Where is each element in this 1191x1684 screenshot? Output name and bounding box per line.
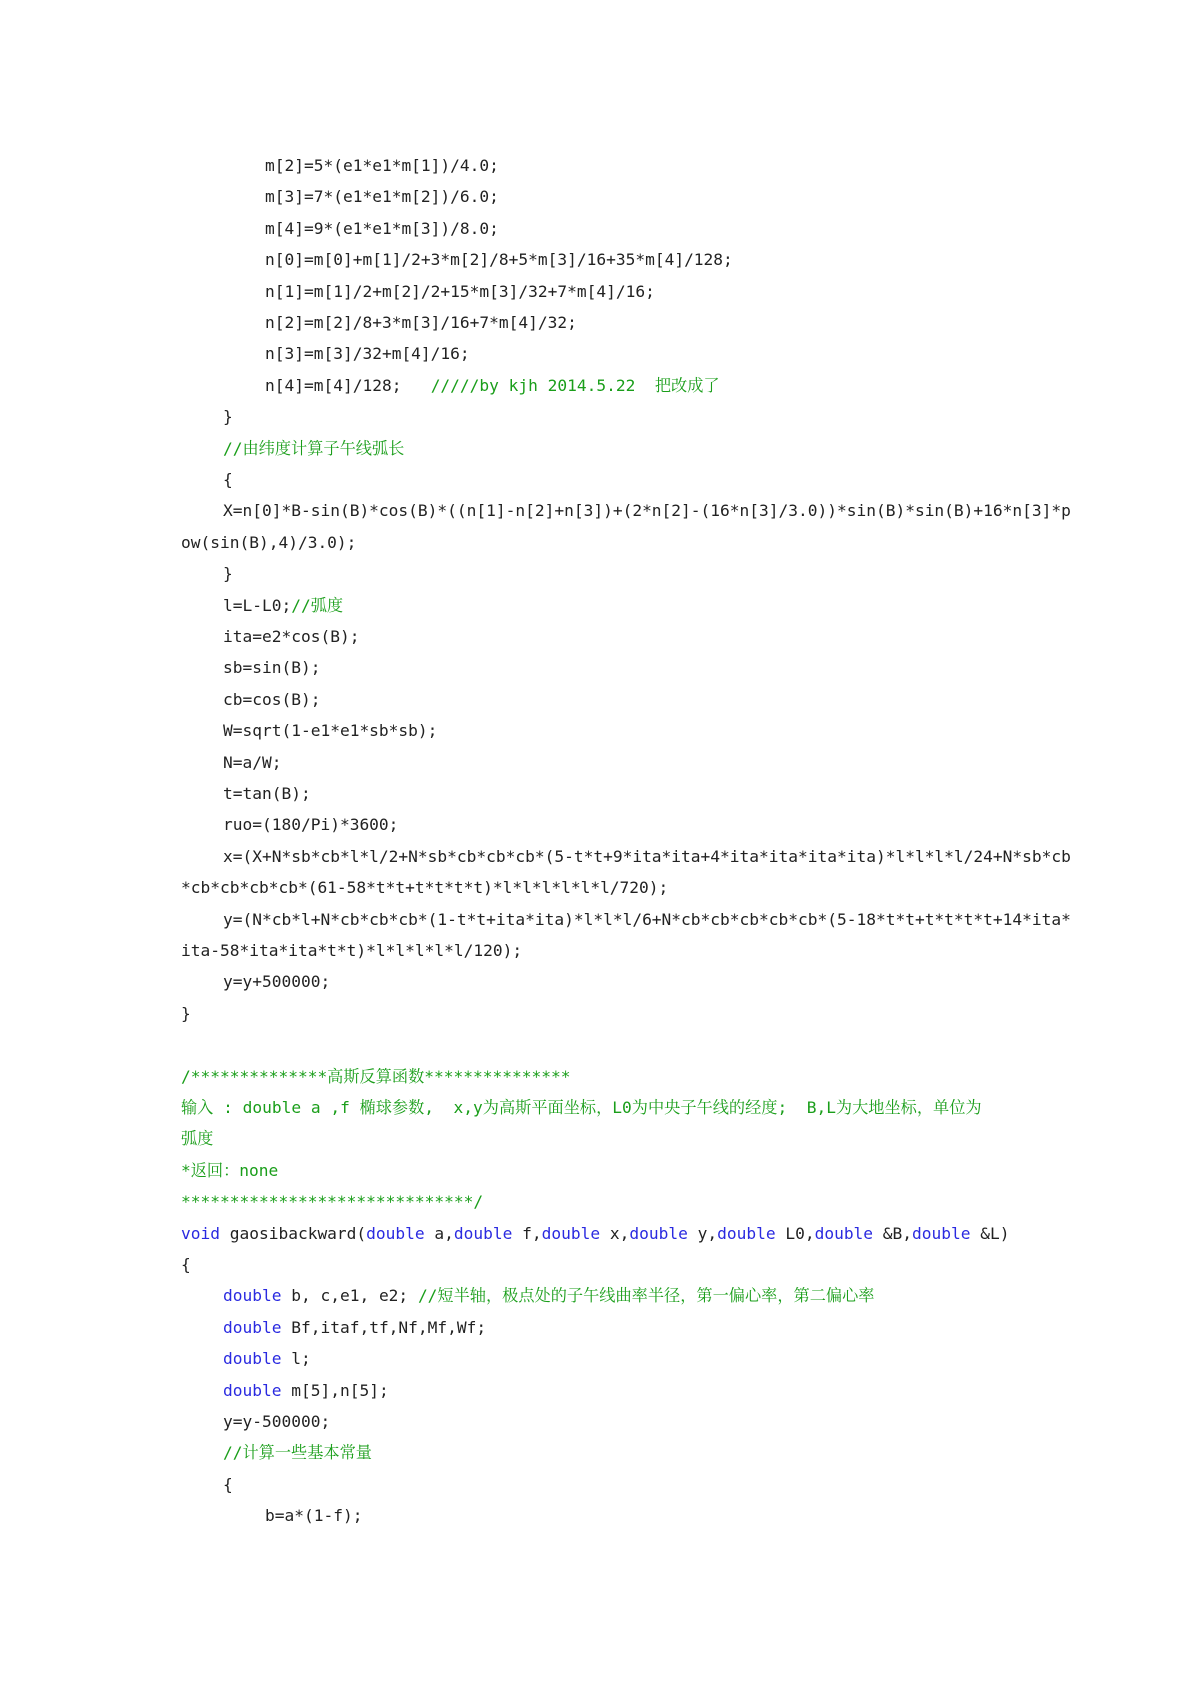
code-text: N=a/W;	[223, 753, 282, 772]
code-text: ow(sin(B),4)/3.0);	[181, 533, 357, 552]
code-text: gaosibackward(	[219, 1224, 367, 1243]
code-text: n[0]=m[0]+m[1]/2+3*m[2]/8+5*m[3]/16+35*m[4]/128;	[265, 250, 733, 269]
comment-text: //计算一些基本常量	[223, 1443, 372, 1462]
code-line	[223, 501, 1071, 521]
code-text: &L)	[970, 1224, 1010, 1243]
code-line	[223, 753, 281, 773]
code-text: ita-58*ita*ita*t*t)*l*l*l*l*l/120);	[181, 941, 523, 960]
code-line	[223, 1412, 330, 1432]
code-text: ruo=(180/Pi)*3600;	[223, 815, 399, 834]
code-line	[223, 1443, 372, 1463]
comment-text: /**************高斯反算函数***************	[181, 1067, 571, 1086]
comment-text: //短半轴，极点处的子午线曲率半径，第一偏心率，第二偏心率	[417, 1286, 875, 1305]
code-line	[223, 658, 320, 678]
keyword-text: double	[223, 1318, 282, 1337]
keyword-text: double	[223, 1286, 282, 1305]
comment-text: //由纬度计算子午线弧长	[223, 439, 405, 458]
code-text: L0,	[775, 1224, 815, 1243]
keyword-text: void	[181, 1224, 220, 1243]
code-text: X=n[0]*B-sin(B)*cos(B)*((n[1]-n[2]+n[3])+(2*n[2]-(16*n[3]/3.0))*sin(B)*sin(B)+16*n[3]*p	[223, 501, 1071, 520]
code-line	[223, 721, 437, 741]
code-line	[265, 187, 499, 207]
code-line	[265, 376, 720, 396]
code-text: }	[223, 564, 233, 583]
code-text: a,	[424, 1224, 454, 1243]
code-line	[223, 564, 233, 584]
code-line	[223, 1349, 311, 1369]
code-text: *cb*cb*cb*cb*(61-58*t*t+t*t*t*t)*l*l*l*l*l*l/720);	[181, 878, 669, 897]
keyword-text: double	[223, 1381, 282, 1400]
code-line	[181, 1129, 213, 1149]
code-text: f,	[512, 1224, 542, 1243]
code-text: b=a*(1-f);	[265, 1506, 363, 1525]
code-line	[181, 1004, 191, 1024]
code-line	[223, 1475, 233, 1495]
code-line	[181, 941, 522, 961]
code-text: m[4]=9*(e1*e1*m[3])/8.0;	[265, 219, 499, 238]
code-line	[181, 1067, 571, 1087]
code-line	[181, 533, 356, 553]
code-text: n[1]=m[1]/2+m[2]/2+15*m[3]/32+7*m[4]/16;	[265, 282, 655, 301]
code-line	[181, 1192, 483, 1212]
comment-text: *返回：none	[181, 1161, 279, 1180]
comment-text: 弧度	[181, 1129, 214, 1148]
keyword-text: double	[366, 1224, 425, 1243]
comment-text: 输入 : double a ,f 椭球参数, x,y为高斯平面坐标，L0为中央子午线的经度; B,L为大地坐标，单位为	[181, 1098, 982, 1117]
code-text: ita=e2*cos(B);	[223, 627, 360, 646]
code-line	[223, 847, 1071, 867]
code-text: {	[223, 470, 233, 489]
code-line	[223, 1318, 486, 1338]
code-line	[181, 1098, 982, 1118]
code-text: t=tan(B);	[223, 784, 311, 803]
code-line	[223, 784, 311, 804]
code-text: y,	[687, 1224, 718, 1243]
code-text: b, c,e1, e2;	[281, 1286, 418, 1305]
code-text: n[4]=m[4]/128;	[265, 376, 431, 395]
code-text: y=y+500000;	[223, 972, 331, 991]
code-line	[265, 250, 733, 270]
code-text: }	[181, 1004, 191, 1023]
code-text: m[3]=7*(e1*e1*m[2])/6.0;	[265, 187, 499, 206]
code-text: y=y-500000;	[223, 1412, 331, 1431]
code-line	[223, 627, 359, 647]
comment-text: ******************************/	[181, 1192, 484, 1211]
code-line	[265, 219, 499, 239]
code-line	[181, 1224, 1010, 1244]
code-line	[223, 407, 233, 427]
comment-text: //弧度	[291, 596, 344, 615]
code-line	[265, 1506, 362, 1526]
code-text: &B,	[873, 1224, 913, 1243]
code-text: l;	[281, 1349, 311, 1368]
keyword-text: double	[717, 1224, 776, 1243]
code-line	[265, 282, 655, 302]
code-line	[223, 1381, 389, 1401]
code-line	[223, 470, 233, 490]
code-text: n[2]=m[2]/8+3*m[3]/16+7*m[4]/32;	[265, 313, 577, 332]
code-text: x,	[600, 1224, 630, 1243]
code-text: n[3]=m[3]/32+m[4]/16;	[265, 344, 470, 363]
code-text: sb=sin(B);	[223, 658, 321, 677]
code-line	[181, 1255, 191, 1275]
code-line	[223, 972, 330, 992]
code-line	[223, 690, 320, 710]
code-line	[223, 1286, 875, 1306]
code-line	[181, 1161, 278, 1181]
code-line	[265, 313, 577, 333]
code-text: Bf,itaf,tf,Nf,Mf,Wf;	[281, 1318, 487, 1337]
code-line	[223, 815, 398, 835]
code-text: W=sqrt(1-e1*e1*sb*sb);	[223, 721, 438, 740]
code-text: m[2]=5*(e1*e1*m[1])/4.0;	[265, 156, 499, 175]
code-text: cb=cos(B);	[223, 690, 321, 709]
keyword-text: double	[223, 1349, 282, 1368]
code-line	[223, 910, 1071, 930]
comment-text: /////by kjh 2014.5.22 把改成了	[430, 376, 720, 395]
keyword-text: double	[629, 1224, 688, 1243]
keyword-text: double	[541, 1224, 601, 1243]
code-text: {	[223, 1475, 233, 1494]
code-text: y=(N*cb*l+N*cb*cb*cb*(1-t*t+ita*ita)*l*l*l/6+N*cb*cb*cb*cb*cb*(5-18*t*t+t*t*t*t+14*ita*	[223, 910, 1071, 929]
keyword-text: double	[814, 1224, 874, 1243]
code-line	[223, 439, 404, 459]
code-line	[223, 596, 343, 616]
code-text: l=L-L0;	[223, 596, 292, 615]
code-line	[181, 878, 668, 898]
code-line	[265, 156, 499, 176]
keyword-text: double	[912, 1224, 971, 1243]
code-line	[265, 344, 470, 364]
code-text: m[5],n[5];	[281, 1381, 389, 1400]
code-text: x=(X+N*sb*cb*l*l/2+N*sb*cb*cb*cb*(5-t*t+9*ita*ita+4*ita*ita*ita*ita)*l*l*l*l/24+N*sb*cb	[223, 847, 1071, 866]
code-text: {	[181, 1255, 191, 1274]
code-text: }	[223, 407, 233, 426]
keyword-text: double	[453, 1224, 513, 1243]
